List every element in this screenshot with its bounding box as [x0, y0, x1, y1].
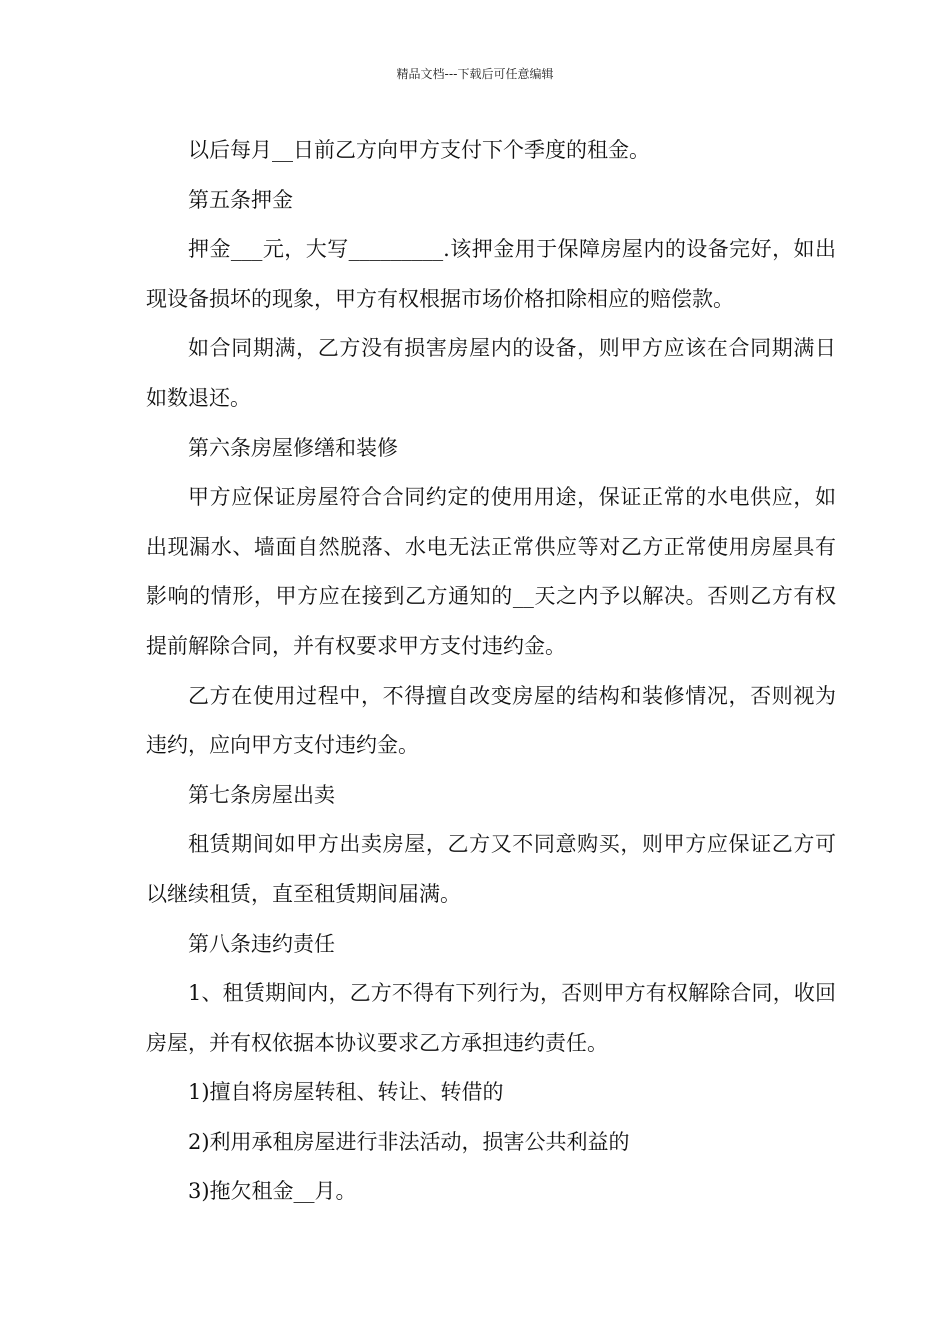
paragraph-sale-lease: 租赁期间如甲方出卖房屋，乙方又不同意购买，则甲方应保证乙方可以继续租赁，直至租赁期间届满。 [146, 832, 836, 906]
page-header: 精品文档---下载后可任意编辑 [396, 67, 554, 81]
paragraph-breach-intro: 1、租赁期间内，乙方不得有下列行为，否则甲方有权解除合同，收回房屋，并有权依据本协议要求乙方承担违约责任。 [146, 981, 836, 1055]
paragraph-rent-payment: 以后每月__日前乙方向甲方支付下个季度的租金。 [188, 138, 650, 162]
paragraph-tenant-alteration: 乙方在使用过程中，不得擅自改变房屋的结构和装修情况，否则视为违约，应向甲方支付违约金。 [146, 683, 836, 758]
list-item-rent-arrears: 3)拖欠租金__月。 [188, 1179, 357, 1204]
paragraph-deposit-amount: 押金___元，大写_________.该押金用于保障房屋内的设备完好，如出现设备损坏的现象，甲方有权根据市场价格扣除相应的赔偿款。 [146, 237, 836, 311]
section-heading-repair: 第六条房屋修缮和装修 [188, 435, 398, 460]
section-heading-deposit: 第五条押金 [188, 187, 293, 212]
list-item-sublet: 1)擅自将房屋转租、转让、转借的 [188, 1080, 504, 1105]
paragraph-landlord-repair: 甲方应保证房屋符合合同约定的使用用途，保证正常的水电供应，如出现漏水、墙面自然脱落、水电无法正常供应等对乙方正常使用房屋具有影响的情形，甲方应在接到乙方通知的__天之内予以解决。否则乙方有权提前解除合同，并有权要求甲方支付违约金。 [146, 485, 836, 658]
paragraph-deposit-refund: 如合同期满，乙方没有损害房屋内的设备，则甲方应该在合同期满日如数退还。 [146, 336, 836, 410]
list-item-illegal-use: 2)利用承租房屋进行非法活动，损害公共利益的 [188, 1129, 630, 1154]
section-heading-sale: 第七条房屋出卖 [188, 782, 335, 807]
section-heading-breach: 第八条违约责任 [188, 931, 335, 956]
document-body [146, 126, 836, 1217]
